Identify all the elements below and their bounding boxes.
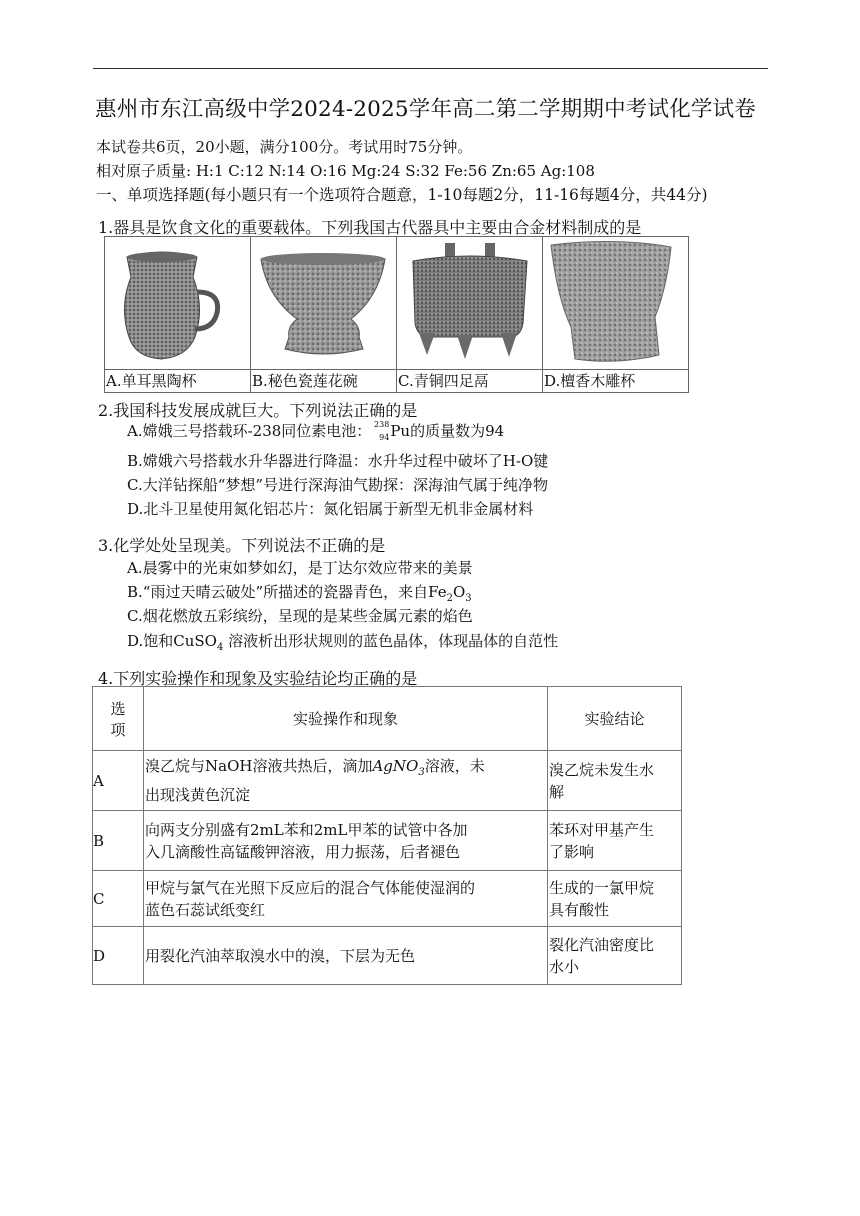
row-option: C bbox=[93, 871, 144, 927]
row-conclusion: 裂化汽油密度比 水小 bbox=[548, 927, 682, 985]
experiment-table bbox=[92, 686, 682, 985]
option-c-caption: C.青铜四足鬲 bbox=[398, 372, 489, 390]
question-3-option-a: A.晨雾中的光束如梦如幻，是丁达尔效应带来的美景 bbox=[127, 559, 473, 577]
option-a-image-cell bbox=[105, 237, 251, 370]
question-2-option-d: D.北斗卫星使用氮化铝芯片：氮化铝属于新型无机非金属材料 bbox=[127, 500, 534, 518]
question-1-stem: 1.器具是饮食文化的重要载体。下列我国古代器具中主要由合金材料制成的是 bbox=[98, 218, 642, 237]
option-a-text: A.嫦娥三号搭载环-238同位素电池： bbox=[127, 422, 372, 440]
option-b-text: B.“雨过天晴云破处”所描述的瓷器青色，来自Fe bbox=[127, 583, 447, 601]
mass-number: 238 bbox=[374, 420, 390, 429]
option-d-caption: D.檀香木雕杯 bbox=[544, 372, 636, 390]
row-option: D bbox=[93, 927, 144, 985]
element-symbol: Pu bbox=[390, 422, 411, 440]
exam-title: 惠州市东江高级中学2024-2025学年高二第二学期期中考试化学试卷 bbox=[95, 97, 756, 122]
table-row bbox=[93, 871, 682, 927]
question-3-stem: 3.化学处处呈现美。下列说法不正确的是 bbox=[98, 536, 386, 555]
question-2-option-b: B.嫦娥六号搭载水升华器进行降温：水升华过程中破坏了H-O键 bbox=[127, 452, 549, 470]
subscript-4: 4 bbox=[216, 642, 224, 653]
question-4-stem: 4.下列实验操作和现象及实验结论均正确的是 bbox=[98, 669, 418, 688]
option-d-text-end: 溶液析出形状规则的蓝色晶体，体现晶体的自范性 bbox=[223, 632, 559, 650]
row-option: A bbox=[93, 751, 144, 811]
bronze-tripod-vessel-icon bbox=[397, 237, 542, 369]
celadon-lotus-bowl-icon bbox=[251, 237, 396, 369]
option-d-image-cell bbox=[543, 237, 689, 370]
atomic-mass-info: 相对原子质量: H:1 C:12 N:14 O:16 Mg:24 S:32 Fe:56 Zn:65 Ag:108 bbox=[96, 162, 595, 180]
row-conclusion: 溴乙烷未发生水 解 bbox=[548, 751, 682, 811]
question-2-stem: 2.我国科技发展成就巨大。下列说法正确的是 bbox=[98, 401, 418, 420]
row-operation: 用裂化汽油萃取溴水中的溴，下层为无色 bbox=[144, 927, 548, 985]
option-a-text-end: 的质量数为94 bbox=[410, 422, 505, 440]
row-operation: 甲烷与氯气在光照下反应后的混合气体能使湿润的 蓝色石蕊试纸变红 bbox=[144, 871, 548, 927]
question-3-option-c: C.烟花燃放五彩缤纷，呈现的是某些金属元素的焰色 bbox=[127, 607, 473, 625]
exam-info: 本试卷共6页，20小题，满分100分。考试用时75分钟。 bbox=[96, 138, 473, 156]
table-header-row bbox=[93, 687, 682, 751]
question-2-option-a bbox=[127, 420, 504, 444]
table-row bbox=[93, 927, 682, 985]
row-operation: 溴乙烷与NaOH溶液共热后，滴加AgNO$_3$溶液，未 出现浅黄色沉淀 bbox=[144, 751, 548, 811]
option-b-caption: B.秘色瓷莲花碗 bbox=[252, 372, 358, 390]
header-rule bbox=[93, 68, 768, 69]
row-operation: 向两支分别盛有2mL苯和2mL甲苯的试管中各加 入几滴酸性高锰酸钾溶液，用力振荡，后者褪色 bbox=[144, 811, 548, 871]
oxygen-symbol: O bbox=[452, 583, 466, 601]
atomic-number: 94 bbox=[379, 433, 390, 442]
option-d-text: D.饱和CuSO bbox=[127, 632, 217, 650]
section-heading: 一、单项选择题(每小题只有一个选项符合题意，1-10每题2分，11-16每题4分，共44分) bbox=[96, 186, 708, 204]
header-option: 选 项 bbox=[93, 687, 144, 751]
table-row bbox=[93, 811, 682, 871]
option-c-image-cell bbox=[397, 237, 543, 370]
header-conclusion: 实验结论 bbox=[548, 687, 682, 751]
black-pottery-cup-icon bbox=[105, 237, 250, 369]
header-operation: 实验操作和现象 bbox=[144, 687, 548, 751]
question-2-option-c: C.大洋钻探船“梦想”号进行深海油气勘探：深海油气属于纯净物 bbox=[127, 476, 549, 494]
question-3-option-d bbox=[127, 630, 558, 653]
question-3-option-b bbox=[127, 581, 472, 604]
sandalwood-carved-cup-icon bbox=[543, 237, 688, 369]
isotope-notation bbox=[375, 420, 389, 444]
subscript-2: 2 bbox=[446, 593, 453, 604]
option-a-caption: A.单耳黑陶杯 bbox=[106, 372, 197, 390]
row-conclusion: 苯环对甲基产生 了影响 bbox=[548, 811, 682, 871]
table-row bbox=[93, 751, 682, 811]
question-1-image-grid bbox=[104, 236, 689, 393]
option-b-image-cell bbox=[251, 237, 397, 370]
subscript-3: 3 bbox=[465, 593, 472, 604]
row-conclusion: 生成的一氯甲烷 具有酸性 bbox=[548, 871, 682, 927]
row-option: B bbox=[93, 811, 144, 871]
